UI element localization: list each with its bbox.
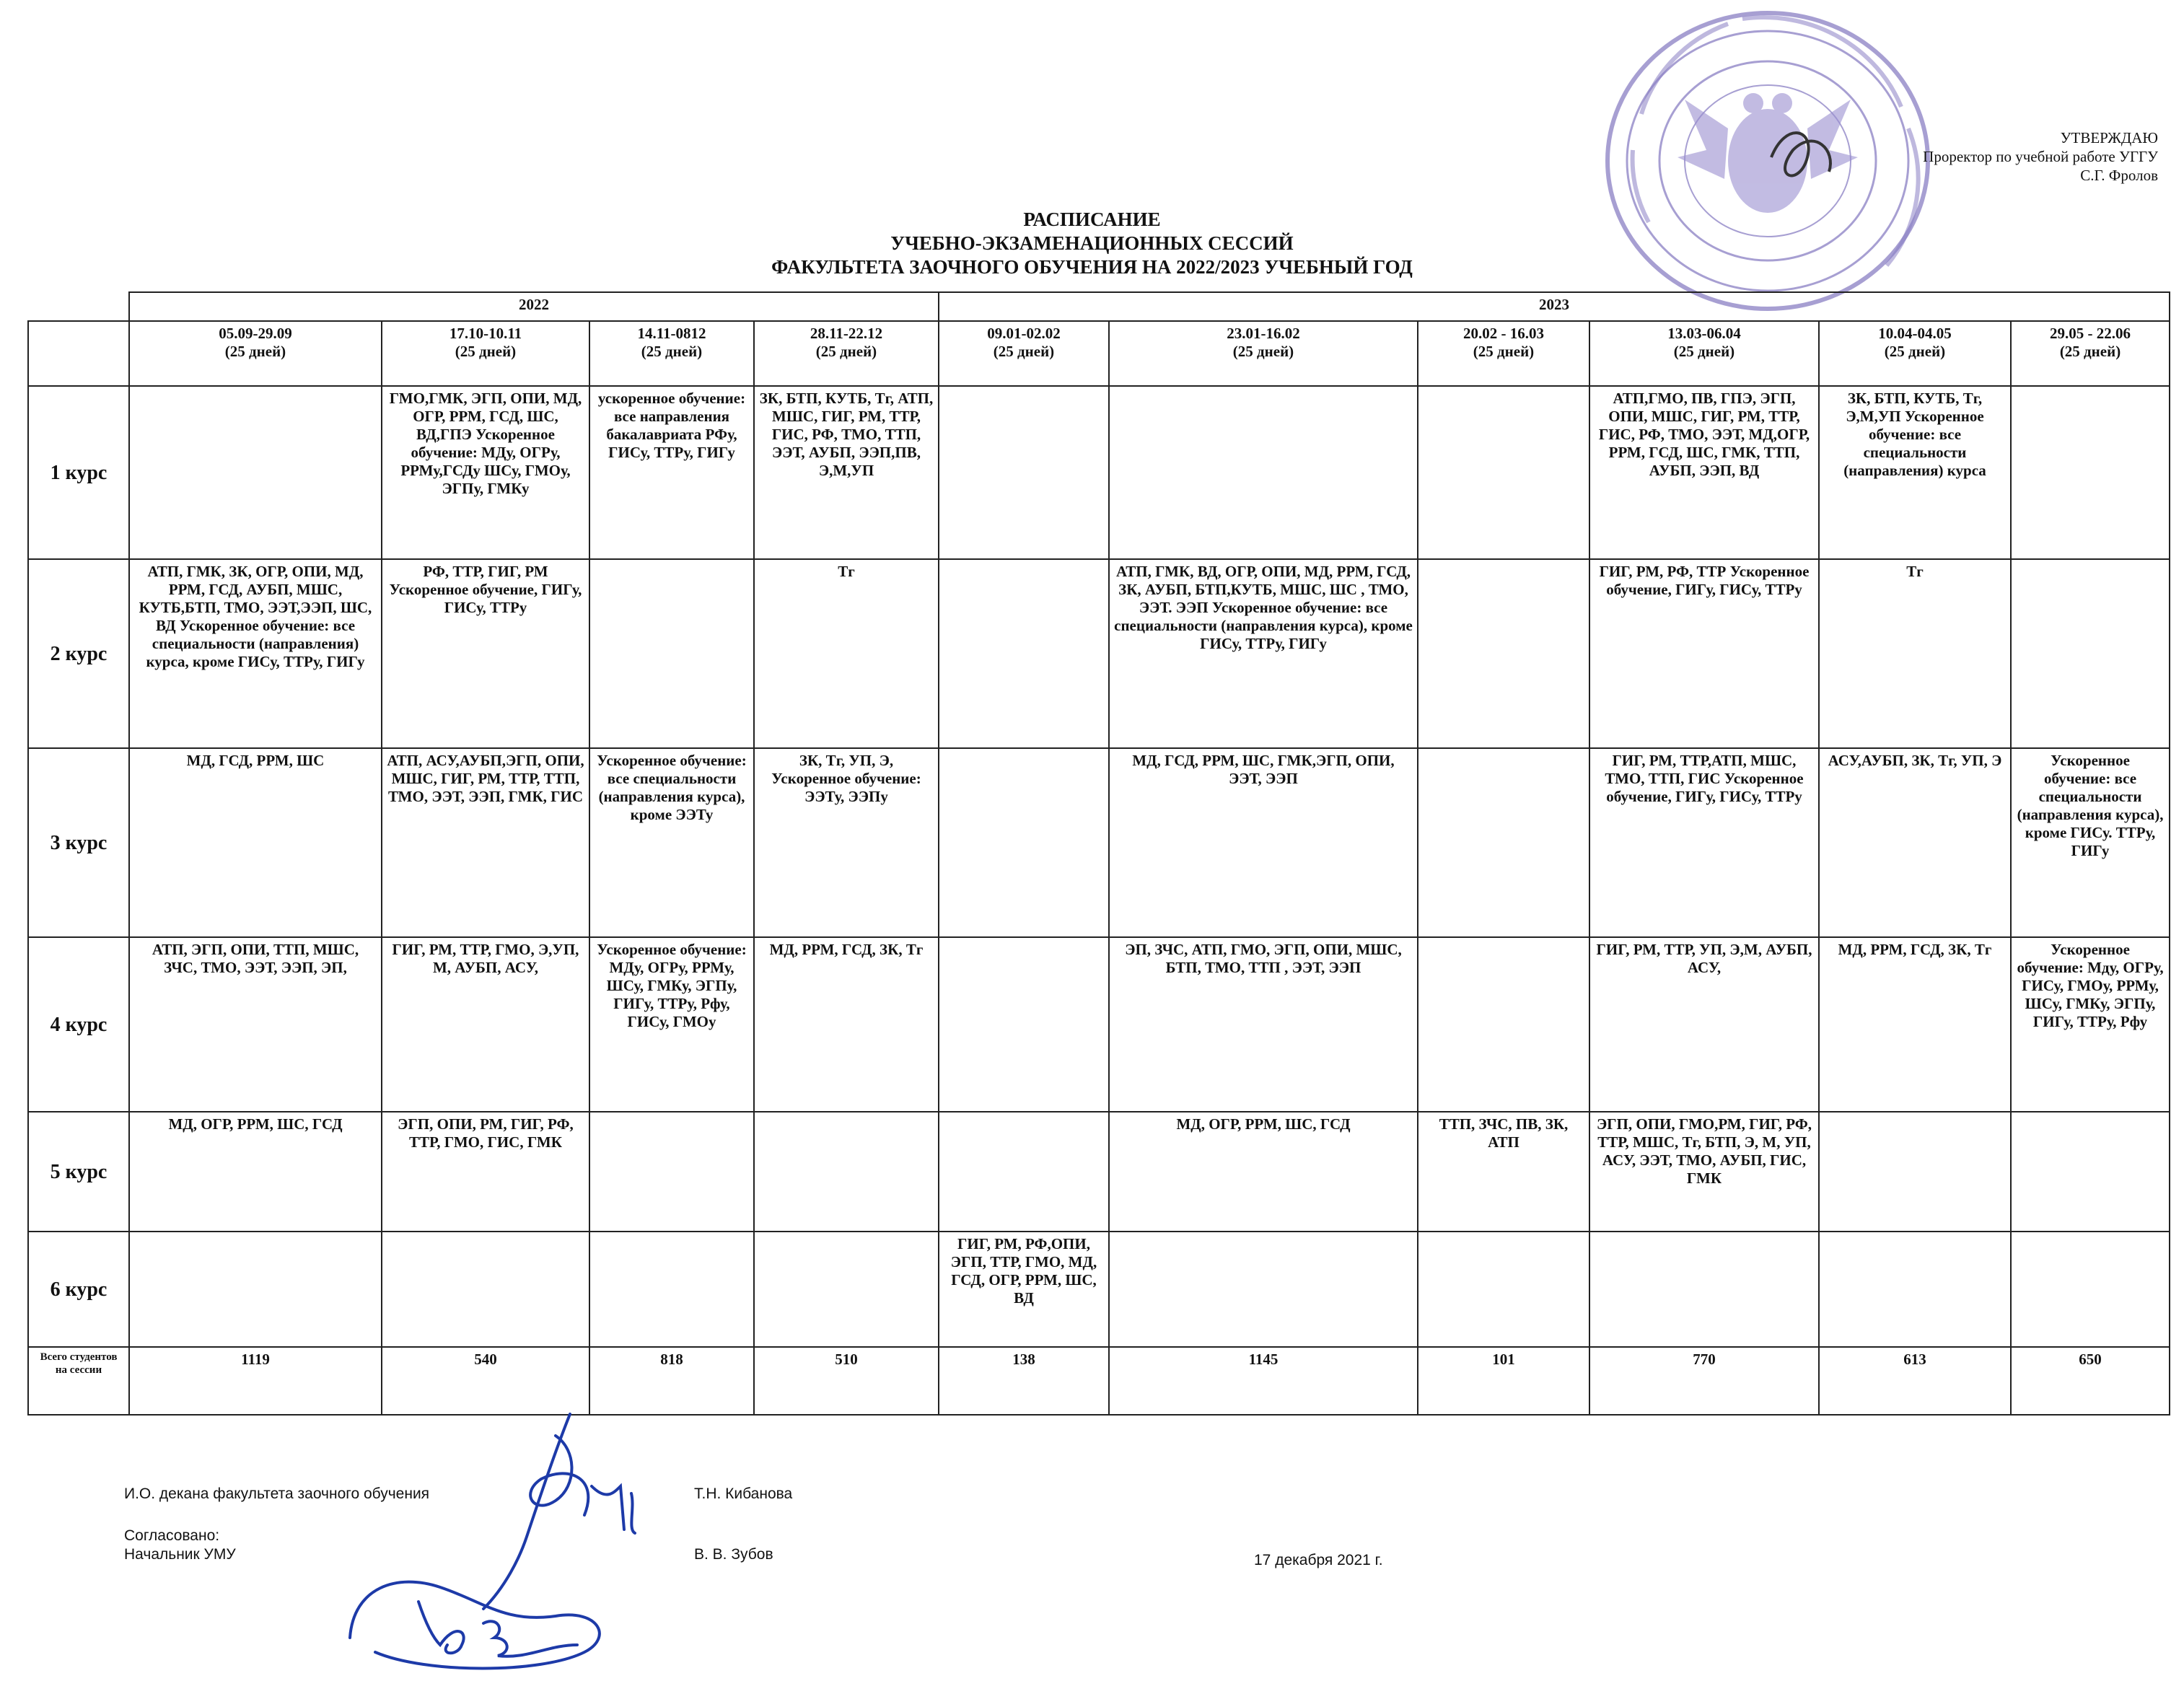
course-row-5 [28,1112,2170,1232]
schedule-cell: ЗК, БТП, КУТБ, Тг, Э,М,УП Ускоренное обучение: все специальности (направления) курса [1819,386,2011,559]
umu-position: Начальник УМУ [124,1546,236,1563]
approval-heading: УТВЕРЖДАЮ [2060,129,2158,146]
approval-block [1923,128,2158,185]
schedule-cell: ГИГ, РМ, ТТР, ГМО, Э,УП, М, АУБП, АСУ, [382,937,589,1112]
period-header [754,321,939,386]
course-label: 6 курс [28,1232,129,1347]
schedule-cell [754,1112,939,1232]
schedule-cell: Тг [1819,559,2011,748]
period-days: (25 дней) [1673,343,1735,360]
schedule-cell [939,386,1109,559]
schedule-cell: ГИГ, РМ, РФ,ОПИ, ЭГП, ТТР, ГМО, МД, ГСД, ОГР, РРМ, ШС, ВД [939,1232,1109,1347]
period-dates: 13.03-06.04 [1667,325,1741,342]
document-title [0,208,2184,279]
total-value: 1145 [1109,1347,1418,1415]
schedule-cell [2011,1112,2170,1232]
schedule-cell: МД, ОГР, РРМ, ШС, ГСД [1109,1112,1418,1232]
schedule-cell: Ускоренное обучение: все специальности (направления курса), кроме ГИСу. ТТРу, ГИГу [2011,748,2170,937]
schedule-cell [1418,748,1589,937]
schedule-cell: Тг [754,559,939,748]
total-value: 770 [1589,1347,1819,1415]
schedule-cell [1819,1232,2011,1347]
schedule-cell: Ускоренное обучение: Мду, ОГРу, ГИСу, ГМОу, РРМу, ШСу, ГМКу, ЭГПу, ГИГу, ТТРу, Рфу [2011,937,2170,1112]
period-dates: 10.04-04.05 [1878,325,1952,342]
schedule-cell: АСУ,АУБП, ЗК, Тг, УП, Э [1819,748,2011,937]
schedule-cell [939,748,1109,937]
period-days: (25 дней) [1473,343,1535,360]
title-line-2: УЧЕБНО-ЭКЗАМЕНАЦИОННЫХ СЕССИЙ [890,232,1294,254]
schedule-cell: АТП,ГМО, ПВ, ГПЭ, ЭГП, ОПИ, МШС, ГИГ, РМ, ТТР, ГИС, РФ, ТМО, ЭЭТ, МД,ОГР, РРМ, ГСД, ШС, ГМК, ТТП, АУБП, ЭЭП, ВД [1589,386,1819,559]
schedule-cell: Ускоренное обучение: все специальности (направления курса), кроме ЭЭТу [589,748,754,937]
schedule-cell: МД, РРМ, ГСД, ЗК, Тг [1819,937,2011,1112]
period-dates: 23.01-16.02 [1227,325,1300,342]
handwritten-signatures [339,1407,671,1681]
dean-position: И.О. декана факультета заочного обучения [124,1485,430,1502]
period-dates: 14.11-0812 [637,325,706,342]
totals-row [28,1347,2170,1415]
period-header [1589,321,1819,386]
document-date: 17 декабря 2021 г. [1254,1552,1383,1568]
schedule-cell: АТП, ЭГП, ОПИ, ТТП, МШС, ЗЧС, ТМО, ЭЭТ, ЭЭП, ЭП, [129,937,382,1112]
schedule-cell [1418,1232,1589,1347]
schedule-cell [754,1232,939,1347]
schedule-cell: ГМО,ГМК, ЭГП, ОПИ, МД, ОГР, РРМ, ГСД, ШС, ВД,ГПЭ Ускоренное обучение: МДу, ОГРу, РРМу,ГСДу ШСу, ГМОу, ЭГПу, ГМКу [382,386,589,559]
period-header [939,321,1109,386]
schedule-cell: ЗК, БТП, КУТБ, Тг, АТП, МШС, ГИГ, РМ, ТТР, ГИС, РФ, ТМО, ТТП, ЭЭТ, АУБП, ЭЭП,ПВ, Э,М,УП [754,386,939,559]
schedule-cell [939,937,1109,1112]
period-days: (25 дней) [455,343,517,360]
corner-cell [28,292,129,321]
schedule-cell [1418,386,1589,559]
schedule-cell: ГИГ, РМ, РФ, ТТР Ускоренное обучение, ГИГу, ГИСу, ТТРу [1589,559,1819,748]
total-value: 101 [1418,1347,1589,1415]
period-header [1819,321,2011,386]
total-value: 138 [939,1347,1109,1415]
course-row-6 [28,1232,2170,1347]
schedule-cell: АТП, ГМК, ВД, ОГР, ОПИ, МД, РРМ, ГСД, ЗК, АУБП, БТП,КУТБ, МШС, ШС , ТМО, ЭЭТ. ЭЭП Ускоренное обучение: все специальности (направления курса), кроме ГИСу, ТТРу, ГИГу [1109,559,1418,748]
course-row-3 [28,748,2170,937]
schedule-cell [939,559,1109,748]
schedule-cell [2011,386,2170,559]
schedule-cell [2011,1232,2170,1347]
period-header [129,321,382,386]
schedule-cell: МД, ОГР, РРМ, ШС, ГСД [129,1112,382,1232]
total-value: 540 [382,1347,589,1415]
course-row-1 [28,386,2170,559]
period-dates: 29.05 - 22.06 [2050,325,2131,342]
title-line-1: РАСПИСАНИЕ [1023,209,1161,230]
total-value: 818 [589,1347,754,1415]
schedule-cell [382,1232,589,1347]
schedule-cell [939,1112,1109,1232]
schedule-cell [1109,1232,1418,1347]
schedule-cell [2011,559,2170,748]
totals-label: Всего студентов на сессии [28,1347,129,1415]
period-days: (25 дней) [1232,343,1294,360]
schedule-cell: ЭГП, ОПИ, РМ, ГИГ, РФ, ТТР, ГМО, ГИС, ГМК [382,1112,589,1232]
dean-name: Т.Н. Кибанова [694,1485,793,1502]
schedule-cell [1418,559,1589,748]
schedule-cell: АТП, АСУ,АУБП,ЭГП, ОПИ, МШС, ГИГ, РМ, ТТР, ТТП, ТМО, ЭЭТ, ЭЭП, ГМК, ГИС [382,748,589,937]
schedule-cell [589,1232,754,1347]
title-line-3: ФАКУЛЬТЕТА ЗАОЧНОГО ОБУЧЕНИЯ НА 2022/2023 УЧЕБНЫЙ ГОД [771,256,1413,278]
year-2023: 2023 [939,292,2170,321]
period-days: (25 дней) [993,343,1055,360]
period-dates: 09.01-02.02 [987,325,1061,342]
schedule-cell [589,1112,754,1232]
period-header [2011,321,2170,386]
course-label: 3 курс [28,748,129,937]
course-label: 4 курс [28,937,129,1112]
course-label: 5 курс [28,1112,129,1232]
session-schedule-table [27,291,2170,1416]
schedule-cell: ТТП, ЗЧС, ПВ, ЗК, АТП [1418,1112,1589,1232]
course-row-2 [28,559,2170,748]
schedule-cell: ГИГ, РМ, ТТР,АТП, МШС, ТМО, ТТП, ГИС Ускоренное обучение, ГИГу, ГИСу, ТТРу [1589,748,1819,937]
total-value: 510 [754,1347,939,1415]
schedule-cell: МД, ГСД, РРМ, ШС, ГМК,ЭГП, ОПИ, ЭЭТ, ЭЭП [1109,748,1418,937]
schedule-cell: РФ, ТТР, ГИГ, РМ Ускоренное обучение, ГИГу, ГИСу, ТТРу [382,559,589,748]
period-days: (25 дней) [224,343,286,360]
approval-name: С.Г. Фролов [2080,167,2158,184]
period-header [1109,321,1418,386]
schedule-cell: Ускоренное обучение: МДу, ОГРу, РРМу, ШСу, ГМКу, ЭГПу, ГИГу, ТТРу, Рфу, ГИСу, ГМОу [589,937,754,1112]
schedule-cell: МД, РРМ, ГСД, ЗК, Тг [754,937,939,1112]
total-value: 613 [1819,1347,2011,1415]
period-dates: 17.10-10.11 [449,325,522,342]
schedule-cell [129,1232,382,1347]
year-2022: 2022 [129,292,939,321]
schedule-cell [1109,386,1418,559]
schedule-cell [129,386,382,559]
schedule-cell [1418,937,1589,1112]
period-dates: 05.09-29.09 [219,325,292,342]
course-label: 1 курс [28,386,129,559]
period-header [382,321,589,386]
period-days: (25 дней) [2059,343,2121,360]
schedule-cell [1589,1232,1819,1347]
approval-position: Проректор по учебной работе УГГУ [1923,148,2158,165]
period-dates: 20.02 - 16.03 [1463,325,1544,342]
year-header-row [28,292,2170,321]
schedule-cell: ЭП, ЗЧС, АТП, ГМО, ЭГП, ОПИ, МШС, БТП, ТМО, ТТП , ЭЭТ, ЭЭП [1109,937,1418,1112]
period-days: (25 дней) [1884,343,1946,360]
total-value: 650 [2011,1347,2170,1415]
schedule-cell: МД, ГСД, РРМ, ШС [129,748,382,937]
schedule-cell [589,559,754,748]
total-value: 1119 [129,1347,382,1415]
schedule-cell: ЭГП, ОПИ, ГМО,РМ, ГИГ, РФ, ТТР, МШС, Тг, БТП, Э, М, УП, АСУ, ЭЭТ, ТМО, АУБП, ГИС, ГМК [1589,1112,1819,1232]
schedule-cell: ускоренное обучение: все направления бакалавриата РФу, ГИСу, ТТРу, ГИГу [589,386,754,559]
schedule-cell [1819,1112,2011,1232]
period-dates: 28.11-22.12 [810,325,883,342]
umu-name: В. В. Зубов [694,1546,773,1563]
course-row-4 [28,937,2170,1112]
course-label: 2 курс [28,559,129,748]
agreed-label: Согласовано: [124,1527,220,1544]
schedule-cell: АТП, ГМК, ЗК, ОГР, ОПИ, МД, РРМ, ГСД, АУБП, МШС, КУТБ,БТП, ТМО, ЭЭТ,ЭЭП, ШС, ВД Ускоренное обучение: все специальности (направления) курса, кроме ГИСу, ТТРу, ГИГу [129,559,382,748]
row-header-blank [28,321,129,386]
period-header-row [28,321,2170,386]
schedule-cell: ЗК, Тг, УП, Э, Ускоренное обучение: ЭЭТу, ЭЭПу [754,748,939,937]
period-header [1418,321,1589,386]
period-days: (25 дней) [815,343,877,360]
schedule-cell: ГИГ, РМ, ТТР, УП, Э,М, АУБП, АСУ, [1589,937,1819,1112]
period-header [589,321,754,386]
period-days: (25 дней) [641,343,703,360]
